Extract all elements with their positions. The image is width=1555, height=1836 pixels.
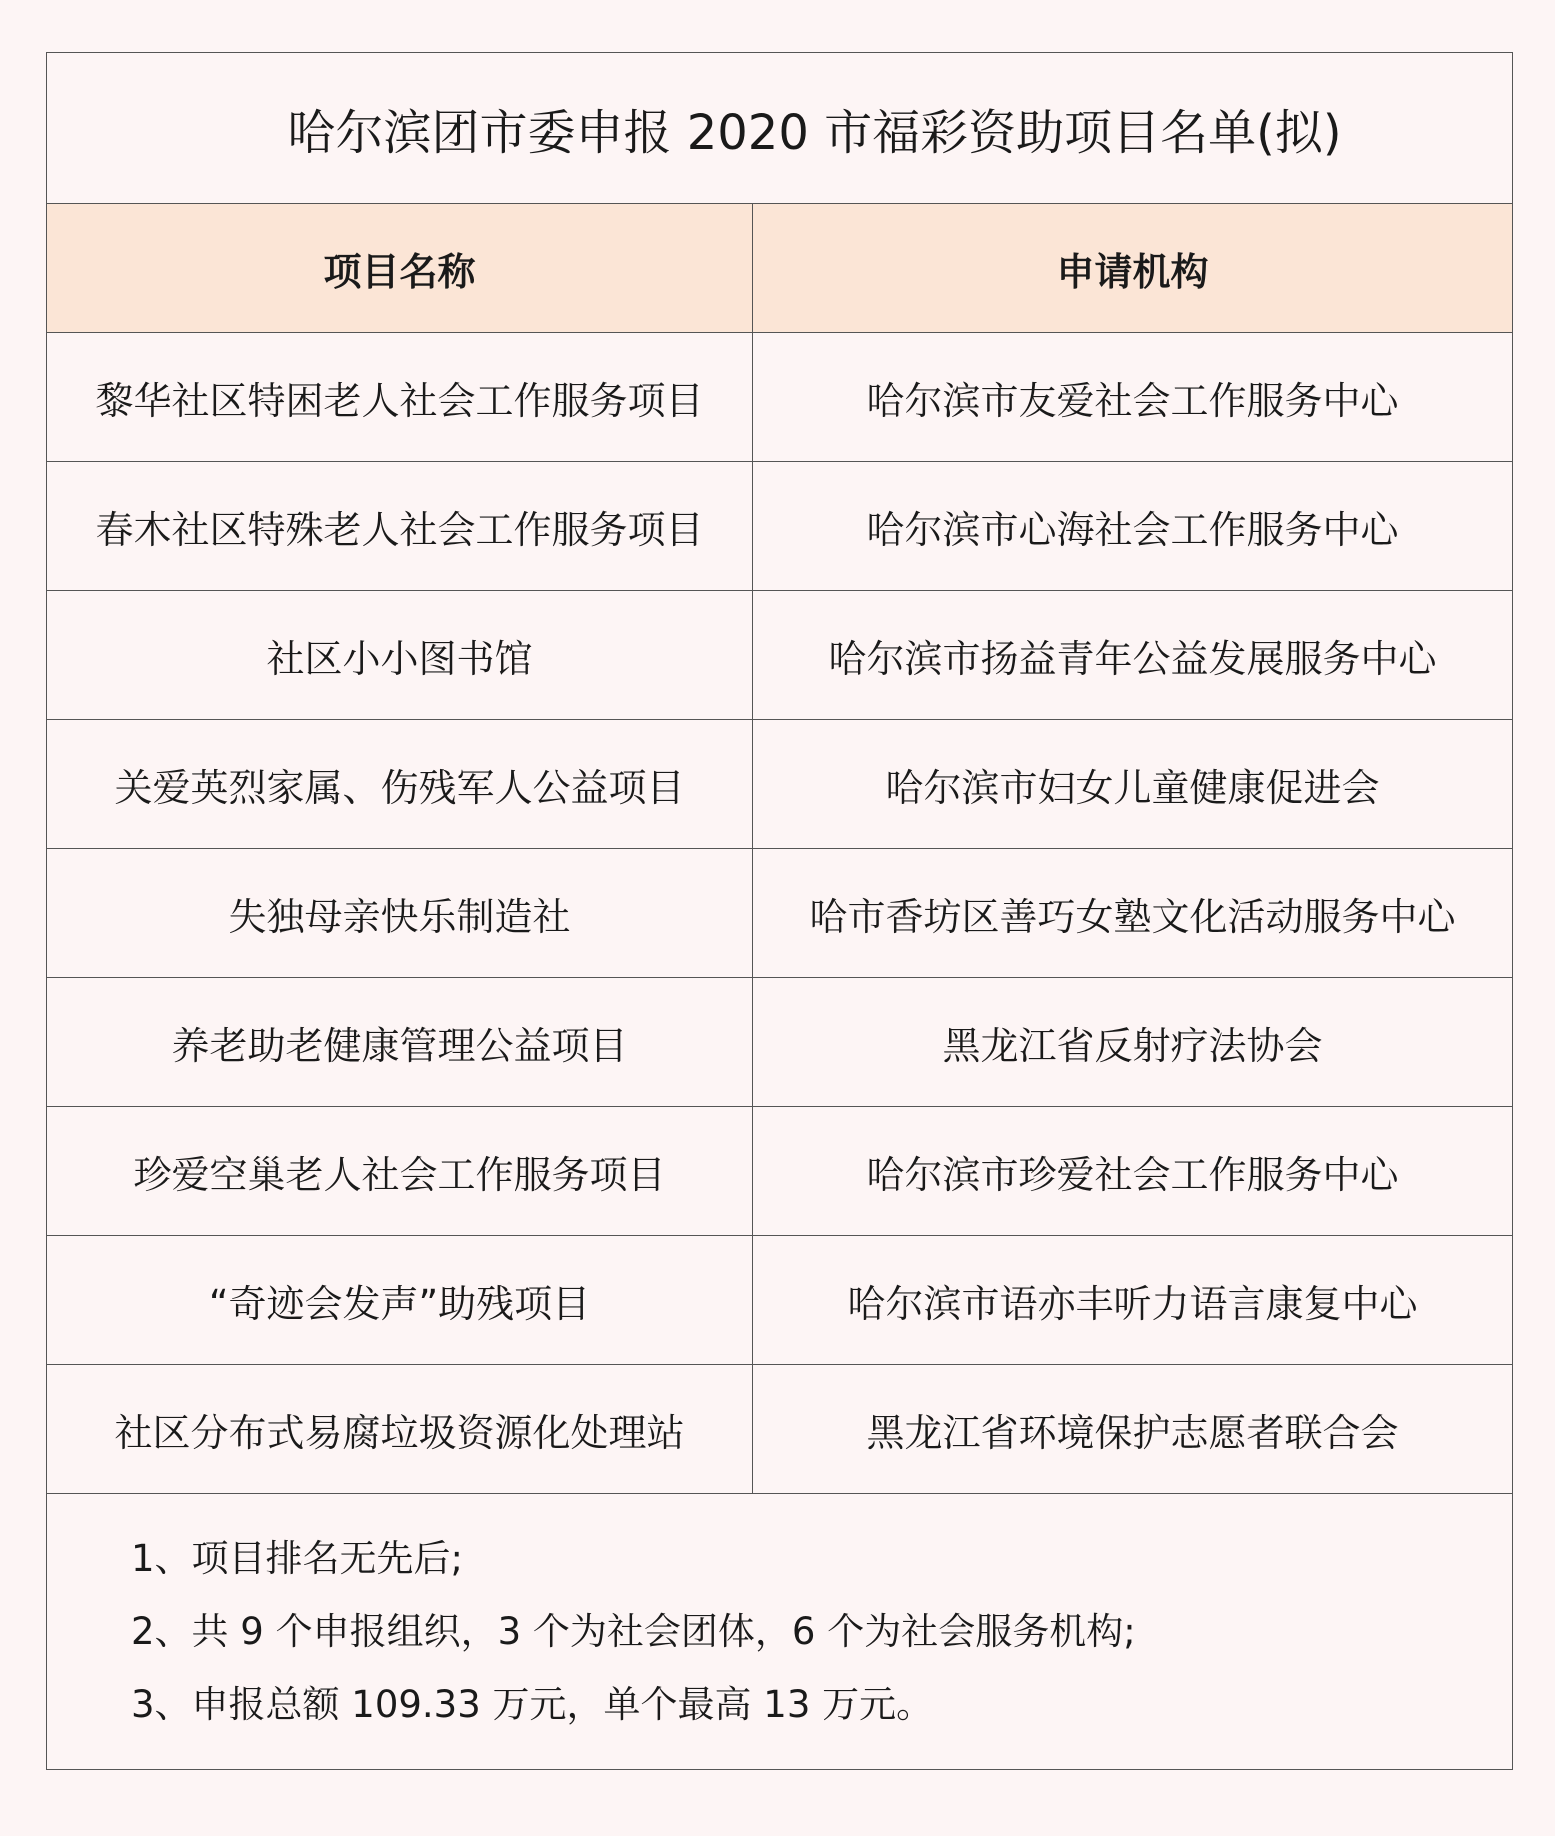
- funding-project-table: [46, 52, 1513, 1770]
- table-row: [47, 462, 1513, 591]
- note-item: 2、共 9 个申报组织，3 个为社会团体，6 个为社会服务机构;: [131, 1610, 1136, 1653]
- applicant-cell: 哈尔滨市珍爱社会工作服务中心: [753, 1107, 1513, 1236]
- applicant-cell: 哈尔滨市扬益青年公益发展服务中心: [753, 591, 1513, 720]
- project-name-cell: “奇迹会发声”助残项目: [47, 1236, 753, 1365]
- table-title: 哈尔滨团市委申报 2020 市福彩资助项目名单(拟): [287, 104, 1342, 161]
- note-item: 3、申报总额 109.33 万元，单个最高 13 万元。: [131, 1683, 934, 1726]
- project-name-cell: 社区分布式易腐垃圾资源化处理站: [47, 1365, 753, 1494]
- title-row: [47, 53, 1513, 204]
- applicant-cell: 哈尔滨市妇女儿童健康促进会: [753, 720, 1513, 849]
- project-name-cell: 养老助老健康管理公益项目: [47, 978, 753, 1107]
- header-project-name: 项目名称: [47, 204, 753, 333]
- project-name-cell: 珍爱空巢老人社会工作服务项目: [47, 1107, 753, 1236]
- project-name-cell: 社区小小图书馆: [47, 591, 753, 720]
- header-row: [47, 204, 1513, 333]
- table-title-cell: [47, 53, 1513, 204]
- applicant-cell: 哈尔滨市友爱社会工作服务中心: [753, 333, 1513, 462]
- table-row: [47, 333, 1513, 462]
- applicant-cell: 哈市香坊区善巧女塾文化活动服务中心: [753, 849, 1513, 978]
- applicant-cell: 哈尔滨市语亦丰听力语言康复中心: [753, 1236, 1513, 1365]
- project-name-cell: 黎华社区特困老人社会工作服务项目: [47, 333, 753, 462]
- notes-row: [47, 1494, 1513, 1770]
- applicant-cell: 黑龙江省环境保护志愿者联合会: [753, 1365, 1513, 1494]
- header-applicant: 申请机构: [753, 204, 1513, 333]
- table-row: [47, 1107, 1513, 1236]
- table-row: [47, 591, 1513, 720]
- project-name-cell: 关爱英烈家属、伤残军人公益项目: [47, 720, 753, 849]
- table-row: [47, 1365, 1513, 1494]
- table-row: [47, 1236, 1513, 1365]
- applicant-cell: 哈尔滨市心海社会工作服务中心: [753, 462, 1513, 591]
- applicant-cell: 黑龙江省反射疗法协会: [753, 978, 1513, 1107]
- notes-list: [47, 1522, 1512, 1741]
- project-name-cell: 失独母亲快乐制造社: [47, 849, 753, 978]
- note-item: 1、项目排名无先后;: [131, 1537, 464, 1580]
- table-row: [47, 849, 1513, 978]
- table-row: [47, 720, 1513, 849]
- notes-cell: [47, 1494, 1513, 1770]
- table-row: [47, 978, 1513, 1107]
- project-name-cell: 春木社区特殊老人社会工作服务项目: [47, 462, 753, 591]
